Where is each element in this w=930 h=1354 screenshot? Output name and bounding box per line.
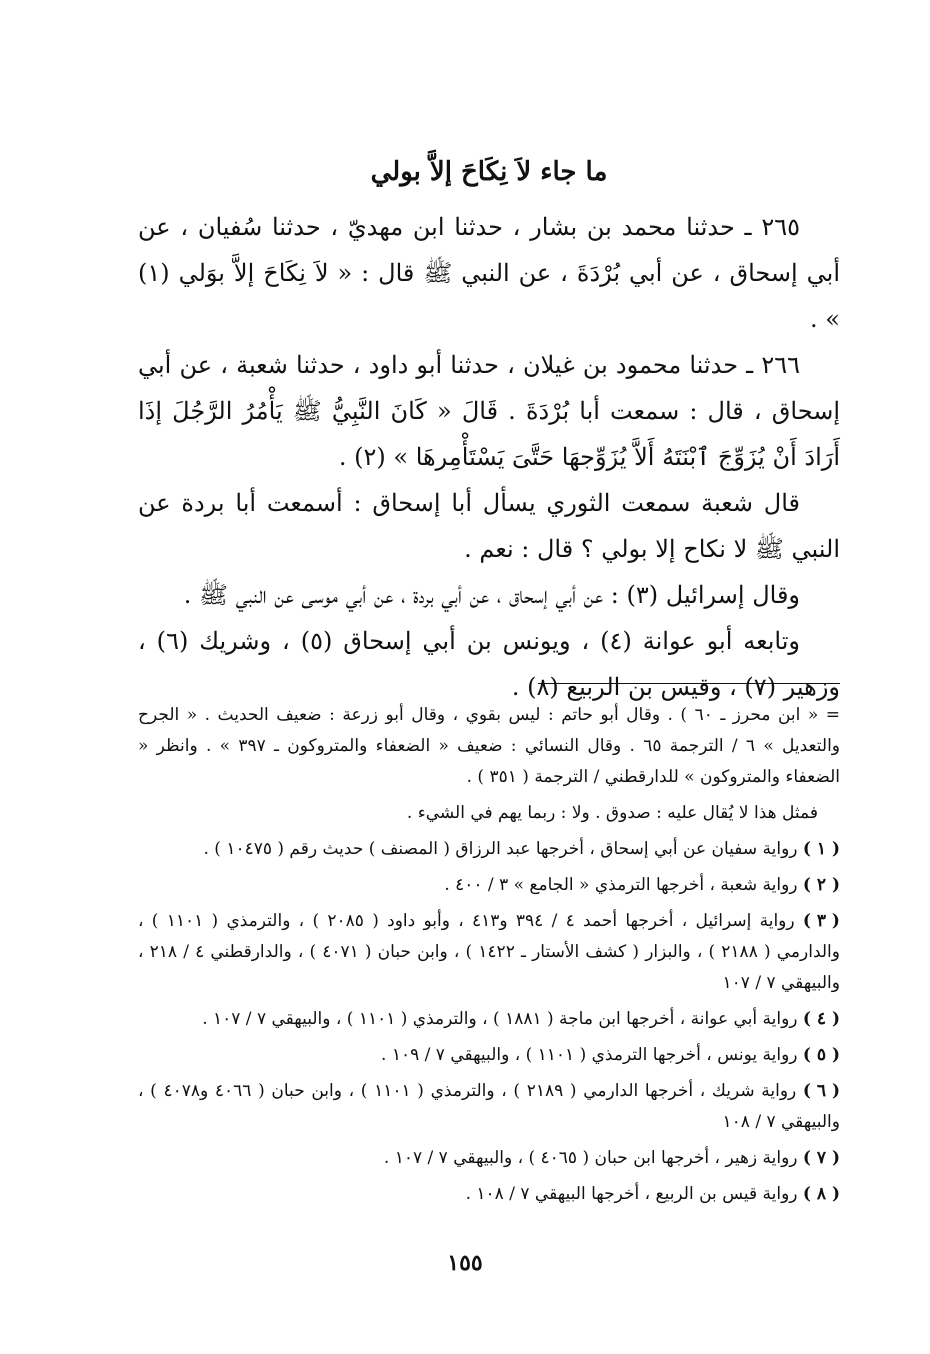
- page-number: ١٥٥: [447, 1250, 483, 1276]
- footnote-4: [138, 1004, 840, 1035]
- footnote-text: رواية زهير ، أخرجها ابن حبان ( ٤٠٦٥ ) ، والبيهقي ٧ / ١٠٧ .: [383, 1148, 798, 1168]
- footnote-3: [138, 906, 840, 999]
- hadith-265: ٢٦٥ ـ حدثنا محمد بن بشار ، حدثنا ابن مهديّ ، حدثنا سُفيان ، عن أبي إسحاق ، عن أبي بُرْدَةَ ، عن النبي ﷺ قال : « لاَ نِكَاحَ إلاَّ بوَلي (١) » .: [138, 213, 840, 333]
- footnote-6: [138, 1076, 840, 1138]
- footnote-text: رواية إسرائيل ، أخرجها أحمد ٤ / ٣٩٤ و٤١٣ ، وأبو داود ( ٢٠٨٥ ) ، والترمذي ( ١١٠١ ) ، والدارمي ( ٢١٨٨ ) ، والبزار ( كشف الأستار ـ ١٤٢٢ ) ، وابن حبان ( ٤٠٧١ ) ، والدارقطني ٤ / ٢١٨ ، والبيهقي ٧ / ١٠٧: [138, 911, 840, 993]
- footnote-5: [138, 1040, 840, 1071]
- footnote-number: ( ٨ ): [802, 1184, 840, 1204]
- footnote-divider: [538, 683, 840, 684]
- footnote-continuation: = « ابن محرز ـ ٦٠ ) . وقال أبو حاتم : ليس بقوي ، وقال أبو زرعة : ضعيف الحديث . « الجرح والتعديل » ٦ / الترجمة ٦٥ . وقال النسائي : ضعيف « الضعفاء والمتروكون ـ ٣٩٧ » . وانظر « الضعفاء والمتروكون » للدارقطني / الترجمة ( ٣٥١ ) .: [138, 705, 840, 787]
- footnote-number: ( ٥ ): [802, 1045, 840, 1065]
- footnote-number: ( ١ ): [802, 839, 840, 859]
- footnote-7: [138, 1143, 840, 1174]
- footnote-number: ( ٧ ): [802, 1148, 840, 1168]
- footnote-text: رواية قيس بن الربيع ، أخرجها البيهقي ٧ / ١٠٨ .: [465, 1184, 798, 1204]
- main-text: [138, 150, 840, 710]
- footnote-number: ( ٢ ): [802, 875, 840, 895]
- footnotes: [138, 700, 840, 1215]
- chapter-title: ما جاء لاَ نِكَاحَ إلاَّ بولي: [370, 157, 608, 187]
- footnote-number: ( ٦ ): [802, 1081, 840, 1101]
- footnote-text: رواية شريك ، أخرجها الدارمي ( ٢١٨٩ ) ، والترمذي ( ١١٠١ ) ، وابن حبان ( ٤٠٦٦ و٤٠٧٨ ) ، والبيهقي ٧ / ١٠٨: [138, 1081, 840, 1132]
- israil-narration: وقال إسرائيل (٣) : عن أبي إسحاق ، عن أبي بردة ، عن أبي موسى عن النبي ﷺ .: [183, 581, 800, 609]
- footnote-text: رواية أبي عوانة ، أخرجها ابن ماجة ( ١٨٨١ ) ، والترمذي ( ١١٠١ ) ، والبيهقي ٧ / ١٠٧ .: [202, 1009, 798, 1029]
- footnote-number: ( ٣ ): [802, 911, 840, 931]
- footnote-8: [138, 1179, 840, 1210]
- footnote-1: [138, 834, 840, 865]
- footnote-number: ( ٤ ): [802, 1009, 840, 1029]
- footnote-text: رواية سفيان عن أبي إسحاق ، أخرجها عبد الرزاق ( المصنف ) حديث رقم ( ١٠٤٧٥ ) .: [203, 839, 798, 859]
- hadith-266: ٢٦٦ ـ حدثنا محمود بن غيلان ، حدثنا أبو داود ، حدثنا شعبة ، عن أبي إسحاق ، قال : سمعت أبا بُرْدَةَ . قَالَ « كَانَ النَّبِيُّ ﷺ يَأْمُرُ الرَّجُلَ إذَا أَرَادَ أَنْ يُزَوِّجَ ٱبْنَتَهُ أَلاَّ يُزَوِّجهَا حَتَّىَ يَسْتَأْمِرهَا » (٢) .: [138, 351, 840, 471]
- shuba-comment: قال شعبة سمعت الثوري يسأل أبا إسحاق : أسمعت أبا بردة عن النبي ﷺ لا نكاح إلا بولي ؟ قال : نعم .: [138, 489, 840, 563]
- corroborating-narrators: وتابعه أبو عوانة (٤) ، ويونس بن أبي إسحاق (٥) ، وشريك (٦) ، وزهير (٧) ، وقيس بن الربيع (٨) .: [138, 627, 840, 701]
- footnote-2: [138, 870, 840, 901]
- footnote-continuation-remark: فمثل هذا لا يُقال عليه : صدوق . ولا : ربما يهم في الشيء .: [406, 803, 818, 823]
- footnote-text: رواية شعبة ، أخرجها الترمذي « الجامع » ٣ / ٤٠٠ .: [444, 875, 798, 895]
- footnote-text: رواية يونس ، أخرجها الترمذي ( ١١٠١ ) ، والبيهقي ٧ / ١٠٩ .: [381, 1045, 798, 1065]
